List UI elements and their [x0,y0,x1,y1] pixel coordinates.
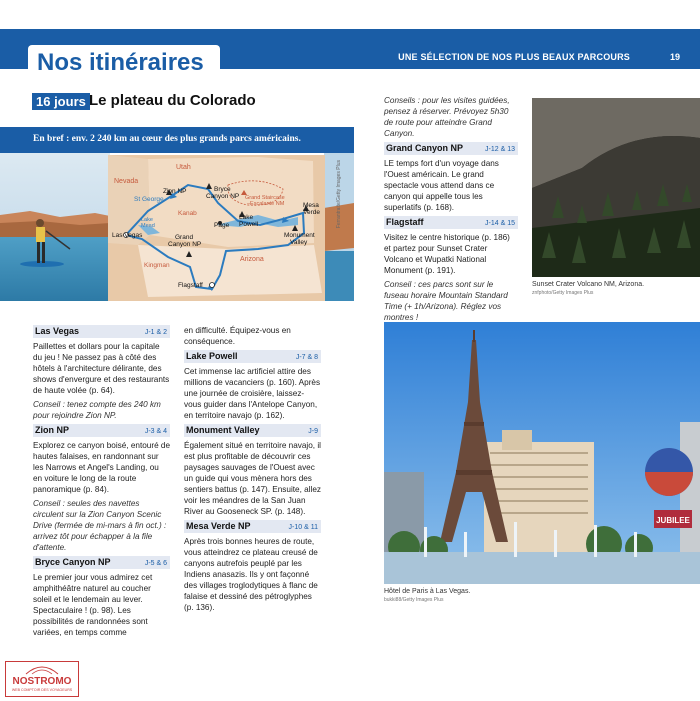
stop-name: Flagstaff [386,217,424,227]
stop-description: Visitez le centre historique (p. 186) et partez pour Sunset Crater Volcano et Wupatki National Monument (p. 191). [384,233,510,275]
crater-credit: znfphoto/Getty Images Plus [532,290,594,296]
stop-name: Zion NP [35,425,69,435]
stop-heading [184,520,321,533]
section-title: Nos itinéraires [37,49,204,76]
stop-description: Cet immense lac artificiel attire des millions de vacanciers (p. 160). Après une journée de croisière, laissez-vous guider dans l'Antelope Canyon, en territoire navajo (p. 162). [184,367,321,420]
map-label-page: Page [214,222,230,229]
itinerary-title: Le plateau du Colorado [89,92,256,109]
stop-description: Après trois bonnes heures de route, vous atteindrez ce plateau creusé de canyons autrefois peuplé par les Indiens anasazis. Ils y ont façonné des villages troglodytiques à flanc de falaise et dessiné des pétroglyphes (p. 136). [184,537,318,612]
in-brief-bar [0,127,354,153]
map-label-bryce: Bryce Canyon NP [206,186,240,200]
map-label-mesaverde: Mesa Verde [303,202,320,216]
col3-intro-tip: Conseils : pour les visites guidées, pensez à réserver. Prévoyez 5h30 de route pour atteindre Grand Canyon. [384,96,510,138]
header-subtitle: UNE SÉLECTION DE NOS PLUS BEAUX PARCOURS [398,52,630,62]
map-label-grandstaircase: Grand Staircase –Escalante NM [245,195,285,207]
route-map [108,155,325,301]
stop-name: Bryce Canyon NP [35,557,111,567]
paris-caption: Hôtel de Paris à Las Vegas. [384,588,471,595]
stop-heading [33,556,170,569]
jubilee-sign: JUBILEE [656,516,690,525]
logo-name: NOSTROMO [12,676,72,687]
stop-description: LE temps fort d'un voyage dans l'Ouest américain. Le grand spectacle vous attend dans ce canyon qui appelle tous les superlatifs (p. 168). [384,159,499,212]
stop-description: Paillettes et dollars pour la capitale du jeu ! Ne passez pas à côté des hôtels à l'architecture délirante, des shows d'envergure et des restaurants de haute volée (p. 64). [33,342,170,395]
map-photo-credit: Ferrantraite/Getty Images Plus [336,160,342,229]
stop-days: J-10 & 11 [288,524,318,531]
map-label-lasvegas: Las Vegas [112,232,143,239]
stop-tip: Conseil : ces parcs sont sur le fuseau horaire Mountain Standard Time (+ 1h/Arizona). Réglez vos montres ! [384,280,508,322]
map-label-kanab: Kanab [178,210,197,217]
page-number: 19 [669,52,680,62]
stop-description: Le premier jour vous admirez cet amphithéâtre naturel au coucher soleil et le lendemain au lever. Spectaculaire ! (p. 98). Les possibilités de randonnées sont variées, en temps comme [33,573,153,637]
stop-heading [33,424,170,437]
map-label-flagstaff: Flagstaff [178,282,203,289]
paris-las-vegas-photo [384,322,700,584]
nostromo-logo [5,661,79,697]
stop-heading [384,216,518,229]
paris-credit: bukki88/Getty Images Plus [384,597,444,603]
stop-name: Mesa Verde NP [186,521,251,531]
stop-description: Explorez ce canyon boisé, entouré de hautes falaises, en randonnant sur les Narrows et Angel's Landing, ou en voiture le long de la route panoramique (p. 84). [33,441,171,494]
itinerary-column-1 [33,325,170,641]
map-label-arizona: Arizona [240,256,264,263]
stop-heading [33,325,170,338]
crater-caption: Sunset Crater Volcano NM, Arizona. [532,281,645,288]
map-label-grandcanyon: Grand Canyon NP [168,234,202,248]
section-title-tab [28,45,220,76]
map-label-utah: Utah [176,164,191,171]
stop-name: Lake Powell [186,351,238,361]
stop-name: Las Vegas [35,326,80,336]
map-label-monument: Monument Valley [284,232,315,246]
stop-tip: Conseil : tenez compte des 240 km pour rejoindre Zion NP. [33,400,161,420]
map-label-lakepowell: Lake Powell [239,214,259,228]
map-label-kingman: Kingman [144,262,170,269]
stop-days: J-7 & 8 [295,354,318,361]
sunset-crater-photo [532,98,700,277]
stop-days: J-9 [308,428,318,435]
in-brief-text: En bref : env. 2 240 km au cœur des plus grands parcs américains. [33,134,301,144]
map-label-nevada: Nevada [114,178,139,185]
map-label-lakemead: Lake Mead [141,217,155,229]
stop-days: J-12 & 13 [485,146,515,153]
stop-days: J-1 & 2 [144,329,167,336]
stop-heading [184,350,321,363]
map-label-zion: Zion NP [163,188,187,195]
itinerary-column-2 [184,325,321,616]
stop-description: Également situé en territoire navajo, il est plus profitable de découvrir ces paysages sauvages de l'Ouest avec un guide qui vous mènera hors des sentiers battus (p. 147). Ensuite, allez voir les méandres de la San Juan River au Gooseneck SP. (p. 148). [184,441,321,516]
lake-photo [0,153,110,301]
stop-tip: Conseil : seules des navettes circulent sur la Zion Canyon Scenic Drive (fermée de mi-mars à fin oct.) : arrivez tôt pour échapper à la file d'attente. [33,499,167,552]
stop-name: Grand Canyon NP [386,143,464,153]
stop-description: en difficulté. Équipez-vous en conséquence. [184,326,291,346]
days-badge: 16 jours [32,93,90,110]
stop-days: J-14 & 15 [485,220,515,227]
stop-days: J-5 & 6 [144,560,167,567]
stop-days: J-3 & 4 [144,428,167,435]
stop-name: Monument Valley [186,425,260,435]
stop-heading [184,424,321,437]
map-label-stgeorge: St George [134,196,164,203]
logo-tagline: WEB COMPTOIR DES VOYAGEURS [11,688,73,692]
itinerary-column-3 [384,95,518,356]
stop-heading [384,142,518,155]
